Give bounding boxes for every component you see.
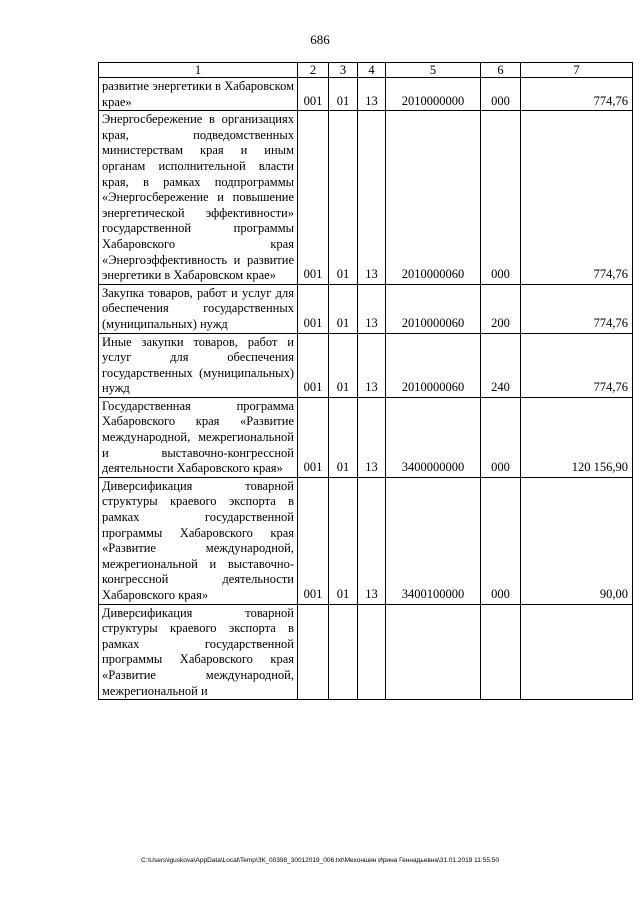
row-description: Диверсификация товарной структуры краевого экспорта в рамках государственной программы Хабаровского края «Развитие международной, межрегиональной и bbox=[99, 604, 298, 700]
budget-table bbox=[98, 62, 633, 700]
row-description: развитие энергетики в Хабаровском крае» bbox=[99, 78, 298, 111]
row-description: Закупка товаров, работ и услуг для обеспечения государственных (муниципальных) нужд bbox=[99, 284, 298, 333]
header-col-4: 4 bbox=[358, 63, 386, 78]
row-code-subsection: 13 bbox=[358, 333, 386, 397]
row-code-section: 01 bbox=[329, 284, 358, 333]
row-code-subsection: 13 bbox=[358, 397, 386, 477]
table-row bbox=[99, 333, 633, 397]
row-amount: 774,76 bbox=[521, 284, 633, 333]
row-code-ministry bbox=[298, 604, 329, 700]
row-code-ministry: 001 bbox=[298, 78, 329, 111]
row-code-target: 2010000000 bbox=[386, 78, 481, 111]
row-code-subsection bbox=[358, 604, 386, 700]
row-code-ministry: 001 bbox=[298, 333, 329, 397]
row-description: Энергосбережение в организациях края, подведомственных министерствам края и иным органам исполнительной власти края, в рамках подпрограммы «Энергосбережение и повышение энергетической эффективности» государственной программы Хабаровского края «Энергоэффективность и развитие энергетики в Хабаровском крае» bbox=[99, 111, 298, 285]
table-row bbox=[99, 78, 633, 111]
row-code-section: 01 bbox=[329, 111, 358, 285]
header-col-7: 7 bbox=[521, 63, 633, 78]
row-code-expense-type: 000 bbox=[481, 78, 521, 111]
row-code-section: 01 bbox=[329, 397, 358, 477]
row-amount: 774,76 bbox=[521, 78, 633, 111]
page-number: 686 bbox=[310, 32, 330, 47]
row-code-target: 3400100000 bbox=[386, 477, 481, 604]
row-code-subsection: 13 bbox=[358, 284, 386, 333]
row-code-target: 2010000060 bbox=[386, 284, 481, 333]
table-row bbox=[99, 477, 633, 604]
row-code-expense-type: 240 bbox=[481, 333, 521, 397]
row-code-expense-type: 000 bbox=[481, 477, 521, 604]
header-col-2: 2 bbox=[298, 63, 329, 78]
row-code-section: 01 bbox=[329, 78, 358, 111]
row-code-subsection: 13 bbox=[358, 78, 386, 111]
row-description: Государственная программа Хабаровского края «Развитие международной, межрегиональной и выставочно-конгрессной деятельности Хабаровского края» bbox=[99, 397, 298, 477]
row-code-target: 3400000000 bbox=[386, 397, 481, 477]
row-code-target: 2010000060 bbox=[386, 333, 481, 397]
row-code-target bbox=[386, 604, 481, 700]
header-col-6: 6 bbox=[481, 63, 521, 78]
row-code-ministry: 001 bbox=[298, 284, 329, 333]
header-col-1: 1 bbox=[99, 63, 298, 78]
table-row bbox=[99, 397, 633, 477]
row-code-expense-type: 000 bbox=[481, 397, 521, 477]
row-code-expense-type bbox=[481, 604, 521, 700]
row-code-section: 01 bbox=[329, 477, 358, 604]
row-amount: 774,76 bbox=[521, 333, 633, 397]
table-row bbox=[99, 111, 633, 285]
header-col-5: 5 bbox=[386, 63, 481, 78]
table-row bbox=[99, 284, 633, 333]
row-code-subsection: 13 bbox=[358, 111, 386, 285]
table-row bbox=[99, 604, 633, 700]
row-amount: 774,76 bbox=[521, 111, 633, 285]
row-code-target: 2010000060 bbox=[386, 111, 481, 285]
row-code-ministry: 001 bbox=[298, 477, 329, 604]
row-amount bbox=[521, 604, 633, 700]
row-code-subsection: 13 bbox=[358, 477, 386, 604]
row-code-section: 01 bbox=[329, 333, 358, 397]
row-amount: 90,00 bbox=[521, 477, 633, 604]
row-code-section bbox=[329, 604, 358, 700]
row-code-ministry: 001 bbox=[298, 397, 329, 477]
row-code-expense-type: 000 bbox=[481, 111, 521, 285]
header-col-3: 3 bbox=[329, 63, 358, 78]
row-code-ministry: 001 bbox=[298, 111, 329, 285]
row-description: Иные закупки товаров, работ и услуг для обеспечения государственных (муниципальных) нужд bbox=[99, 333, 298, 397]
header-row bbox=[99, 63, 633, 78]
row-description: Диверсификация товарной структуры краевого экспорта в рамках государственной программы Хабаровского края «Развитие международной, межрегиональной и выставочно-конгрессной деятельности Хабаровского края» bbox=[99, 477, 298, 604]
row-code-expense-type: 200 bbox=[481, 284, 521, 333]
row-amount: 120 156,90 bbox=[521, 397, 633, 477]
file-path-footer: C:\Users\iguskova\AppData\Local\Temp\ЗК_00398_30012019_006.txt\Мехоншин Ирина Геннадьевна\31.01.2019 11:55:50 bbox=[141, 857, 499, 864]
